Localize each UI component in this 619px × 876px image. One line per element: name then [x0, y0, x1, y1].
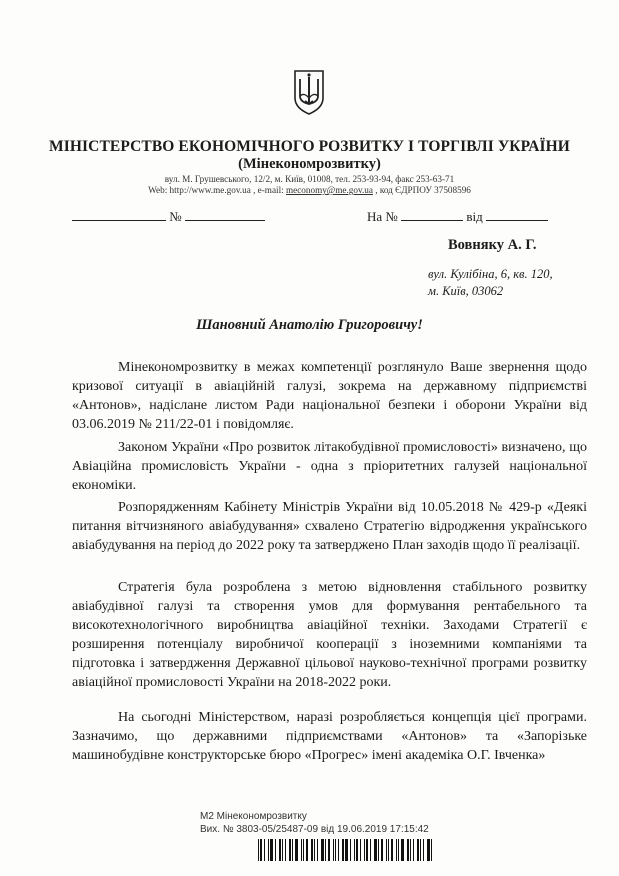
barcode-bar [381, 839, 383, 861]
barcode-bar [333, 839, 334, 861]
outgoing-registration [72, 208, 265, 225]
ministry-address: вул. М. Грушевського, 12/2, м. Київ, 01008, тел. 253-93-94, факс 253-63-71 [164, 174, 455, 184]
ministry-short-name: (Мінекономрозвитку) [238, 156, 381, 172]
barcode-bar [264, 839, 265, 861]
paragraph-4: Стратегія була розроблена з метою відновлення стабільного розвитку авіабудівної галузі та створення умов для формування рентабельного та високотехнологічного виробництва авіаційної техніки. Заходами Стратегії є розширення потенціалу виробничої кооперації з іноземними компаніями та підготовка і затвердження Державної цільової науково-технічної програми розвитку авіаційної промисловості України на 2018-2022 роки. [72, 580, 587, 690]
barcode-bar [282, 839, 283, 861]
barcode-bar [275, 839, 276, 861]
barcode-bar [350, 839, 351, 861]
barcode-bar [386, 839, 387, 861]
barcode-bar [270, 839, 273, 861]
barcode-bar [268, 839, 269, 861]
barcode-bar [301, 839, 302, 861]
barcode-bar [407, 839, 409, 861]
barcode-bar [306, 839, 308, 861]
salutation: Шановний Анатолію Григоровичу! [196, 317, 423, 333]
trident-emblem-icon [292, 68, 326, 116]
barcode-bar [314, 839, 315, 861]
web-label: Web: http://www.me.gov.ua , e-mail: [148, 185, 286, 195]
paragraph-1: Мінекономрозвитку в межах компетенції розглянуло Ваше звернення щодо кризової ситуації в авіаційній галузі, зокрема на державному підприємстві «Антонов», надіслане листом Ради національної безпеки і оборони України від 03.06.2019 № 211/22-01 і повідомляє. [72, 360, 587, 432]
barcode-bar [356, 839, 358, 861]
barcode-bar [413, 839, 414, 861]
recipient-address-line-1: вул. Кулібіна, 6, кв. 120, [428, 267, 553, 281]
outgoing-number-sign: № [169, 209, 182, 224]
recipient-address-line-2: м. Київ, 03062 [428, 284, 504, 298]
barcode-bar [342, 839, 344, 861]
outgoing-date-blank [72, 208, 166, 221]
ministry-title: МІНІСТЕРСТВО ЕКОНОМІЧНОГО РОЗВИТКУ І ТОРГІВЛІ УКРАЇНИ [49, 138, 570, 155]
barcode-bar [427, 839, 430, 861]
barcode-bar [338, 839, 339, 861]
barcode-bar [364, 839, 365, 861]
barcode-bar [345, 839, 348, 861]
barcode-bar [388, 839, 389, 861]
barcode-bar [321, 839, 324, 861]
barcode [258, 839, 436, 861]
barcode-bar [398, 839, 399, 861]
barcode-bar [366, 839, 368, 861]
paragraph-2: Законом України «Про розвиток літакобудівної промисловості» визначено, що Авіаційна промисловість України - одна з пріоритетних галузей національної економіки. [72, 440, 587, 493]
reply-number-blank [401, 208, 463, 221]
barcode-bar [260, 839, 262, 861]
paragraph-5: На сьогодні Міністерством, наразі розробляється концепція цієї програми. Зазначимо, що державними підприємствами «Антонов» та «Запорізьке машинобудівне конструкторське бюро «Прогрес» імені академіка О.Г. Івченка» [72, 710, 587, 763]
barcode-bar [328, 839, 330, 861]
barcode-bar [378, 839, 379, 861]
stamp-department: М2 Мінекономрозвитку [200, 811, 307, 822]
stamp-outgoing-number: Вих. № 3803-05/25487-09 від 19.06.2019 17:15:42 [200, 824, 429, 835]
email-link[interactable]: meconomy@me.gov.ua [285, 185, 373, 195]
barcode-bar [292, 839, 293, 861]
barcode-bar [391, 839, 393, 861]
barcode-bar [396, 839, 397, 861]
barcode-bar [285, 839, 286, 861]
barcode-bar [317, 839, 318, 861]
ministry-contacts [0, 185, 619, 195]
reply-date-blank [486, 208, 548, 221]
barcode-bar [325, 839, 326, 861]
barcode-bar [410, 839, 411, 861]
barcode-bar [354, 839, 355, 861]
outgoing-number-blank [185, 208, 265, 221]
reply-registration [367, 208, 548, 225]
recipient-name: Вовняку А. Г. [448, 237, 537, 253]
barcode-bar [431, 839, 432, 861]
barcode-bar [289, 839, 291, 861]
barcode-bar [303, 839, 304, 861]
barcode-bar [279, 839, 281, 861]
reply-date-label: від [466, 209, 483, 224]
barcode-bar [258, 839, 259, 861]
barcode-bar [417, 839, 419, 861]
barcode-bar [401, 839, 404, 861]
reply-number-label: На № [367, 209, 398, 224]
edrpou-code: , код ЄДРПОУ 37508596 [372, 185, 471, 195]
barcode-bar [335, 839, 336, 861]
barcode-bar [420, 839, 421, 861]
paragraph-3: Розпорядженням Кабінету Міністрів України від 10.05.2018 № 429-р «Деякі питання вітчизняного авіабудування» схвалено Стратегію відродження українського авіабудування на період до 2022 року та затверджено План заходів щодо її реалізації. [72, 500, 587, 553]
barcode-bar [374, 839, 377, 861]
barcode-bar [360, 839, 361, 861]
barcode-bar [423, 839, 424, 861]
barcode-bar [311, 839, 313, 861]
barcode-bar [370, 839, 371, 861]
barcode-bar [295, 839, 298, 861]
